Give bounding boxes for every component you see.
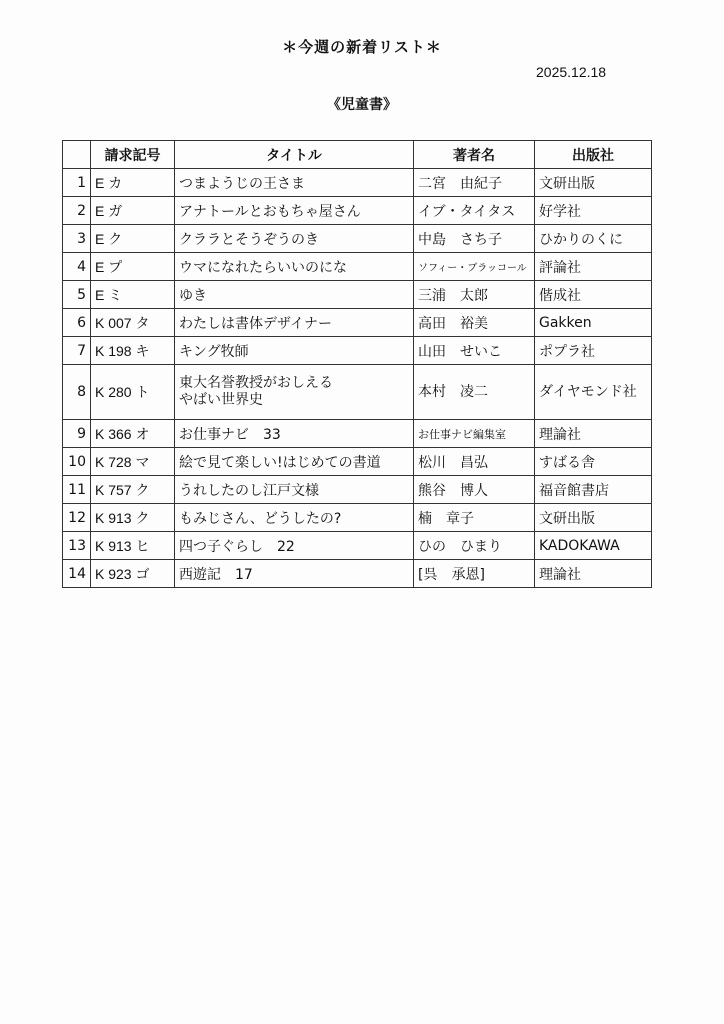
column-header-publisher: 出版社 xyxy=(535,141,652,169)
author-cell: ひの ひまり xyxy=(414,532,535,560)
author-cell: ソフィー・ブラッコール xyxy=(414,253,535,281)
column-header-title: タイトル xyxy=(175,141,414,169)
row-number: 10 xyxy=(63,448,91,476)
title-cell: お仕事ナビ 33 xyxy=(175,420,414,448)
row-number: 8 xyxy=(63,365,91,420)
title-cell: 西遊記 17 xyxy=(175,560,414,588)
table-row xyxy=(63,197,652,225)
table-row xyxy=(63,337,652,365)
publisher-cell: ポプラ社 xyxy=(535,337,652,365)
call-number-cell: E プ xyxy=(91,253,175,281)
title-cell: 四つ子ぐらし 22 xyxy=(175,532,414,560)
publisher-cell: 文研出版 xyxy=(535,504,652,532)
publisher-cell: 理論社 xyxy=(535,420,652,448)
table-row xyxy=(63,504,652,532)
title-cell: ゆき xyxy=(175,281,414,309)
row-number: 6 xyxy=(63,309,91,337)
publisher-cell: 評論社 xyxy=(535,253,652,281)
author-cell: 山田 せいこ xyxy=(414,337,535,365)
call-number-cell: K 280 ト xyxy=(91,365,175,420)
row-number: 9 xyxy=(63,420,91,448)
call-number-cell: E ク xyxy=(91,225,175,253)
table-row xyxy=(63,476,652,504)
author-cell: 熊谷 博人 xyxy=(414,476,535,504)
row-number: 12 xyxy=(63,504,91,532)
title-cell: クララとそうぞうのき xyxy=(175,225,414,253)
row-number: 2 xyxy=(63,197,91,225)
title-cell: うれしたのし江戸文様 xyxy=(175,476,414,504)
table-row xyxy=(63,560,652,588)
table-row xyxy=(63,281,652,309)
call-number-cell: K 198 キ xyxy=(91,337,175,365)
author-cell: [呉 承恩] xyxy=(414,560,535,588)
row-number: 14 xyxy=(63,560,91,588)
call-number-cell: K 913 ク xyxy=(91,504,175,532)
title-cell: アナトールとおもちゃ屋さん xyxy=(175,197,414,225)
table-row xyxy=(63,420,652,448)
title-cell: 絵で見て楽しい!はじめての書道 xyxy=(175,448,414,476)
table-row xyxy=(63,309,652,337)
author-cell: 楠 章子 xyxy=(414,504,535,532)
table-row xyxy=(63,253,652,281)
publisher-cell: Gakken xyxy=(535,309,652,337)
table-row xyxy=(63,169,652,197)
title-cell: ウマになれたらいいのにな xyxy=(175,253,414,281)
publisher-cell: 文研出版 xyxy=(535,169,652,197)
row-number: 11 xyxy=(63,476,91,504)
column-header-author: 著者名 xyxy=(414,141,535,169)
author-cell: 松川 昌弘 xyxy=(414,448,535,476)
publisher-cell: 理論社 xyxy=(535,560,652,588)
author-cell: 三浦 太郎 xyxy=(414,281,535,309)
call-number-cell: E ガ xyxy=(91,197,175,225)
call-number-cell: K 923 ゴ xyxy=(91,560,175,588)
call-number-cell: K 728 マ xyxy=(91,448,175,476)
new-arrivals-table xyxy=(62,140,652,588)
publisher-cell: ダイヤモンド社 xyxy=(535,365,652,420)
publisher-cell: 偕成社 xyxy=(535,281,652,309)
author-cell: お仕事ナビ編集室 xyxy=(414,420,535,448)
call-number-cell: K 007 タ xyxy=(91,309,175,337)
call-number-cell: K 757 ク xyxy=(91,476,175,504)
author-cell: 中島 さち子 xyxy=(414,225,535,253)
author-cell: 高田 裕美 xyxy=(414,309,535,337)
table-row xyxy=(63,532,652,560)
row-number: 5 xyxy=(63,281,91,309)
title-cell: つまようじの王さま xyxy=(175,169,414,197)
title-cell: わたしは書体デザイナー xyxy=(175,309,414,337)
author-cell: イブ・タイタス xyxy=(414,197,535,225)
author-cell: 二宮 由紀子 xyxy=(414,169,535,197)
publisher-cell: KADOKAWA xyxy=(535,532,652,560)
table-row xyxy=(63,225,652,253)
list-title: ＊今週の新着リスト＊ xyxy=(282,38,442,56)
call-number-cell: E カ xyxy=(91,169,175,197)
row-number: 1 xyxy=(63,169,91,197)
section-heading: 《児童書》 xyxy=(327,97,397,113)
publisher-cell: 好学社 xyxy=(535,197,652,225)
table-row xyxy=(63,448,652,476)
call-number-cell: K 366 オ xyxy=(91,420,175,448)
publisher-cell: すばる舎 xyxy=(535,448,652,476)
column-header-call-number: 請求記号 xyxy=(91,141,175,169)
row-number: 13 xyxy=(63,532,91,560)
publisher-cell: ひかりのくに xyxy=(535,225,652,253)
title-cell: 東大名誉教授がおしえる やばい世界史 xyxy=(175,365,414,420)
publisher-cell: 福音館書店 xyxy=(535,476,652,504)
title-cell: キング牧師 xyxy=(175,337,414,365)
call-number-cell: E ミ xyxy=(91,281,175,309)
author-cell: 本村 凌二 xyxy=(414,365,535,420)
title-cell: もみじさん、どうしたの? xyxy=(175,504,414,532)
list-date: 2025.12.18 xyxy=(536,64,607,80)
row-number: 4 xyxy=(63,253,91,281)
row-number: 3 xyxy=(63,225,91,253)
row-number: 7 xyxy=(63,337,91,365)
table-header-row xyxy=(63,141,652,169)
call-number-cell: K 913 ヒ xyxy=(91,532,175,560)
column-header-number xyxy=(63,141,91,169)
table-row xyxy=(63,365,652,420)
